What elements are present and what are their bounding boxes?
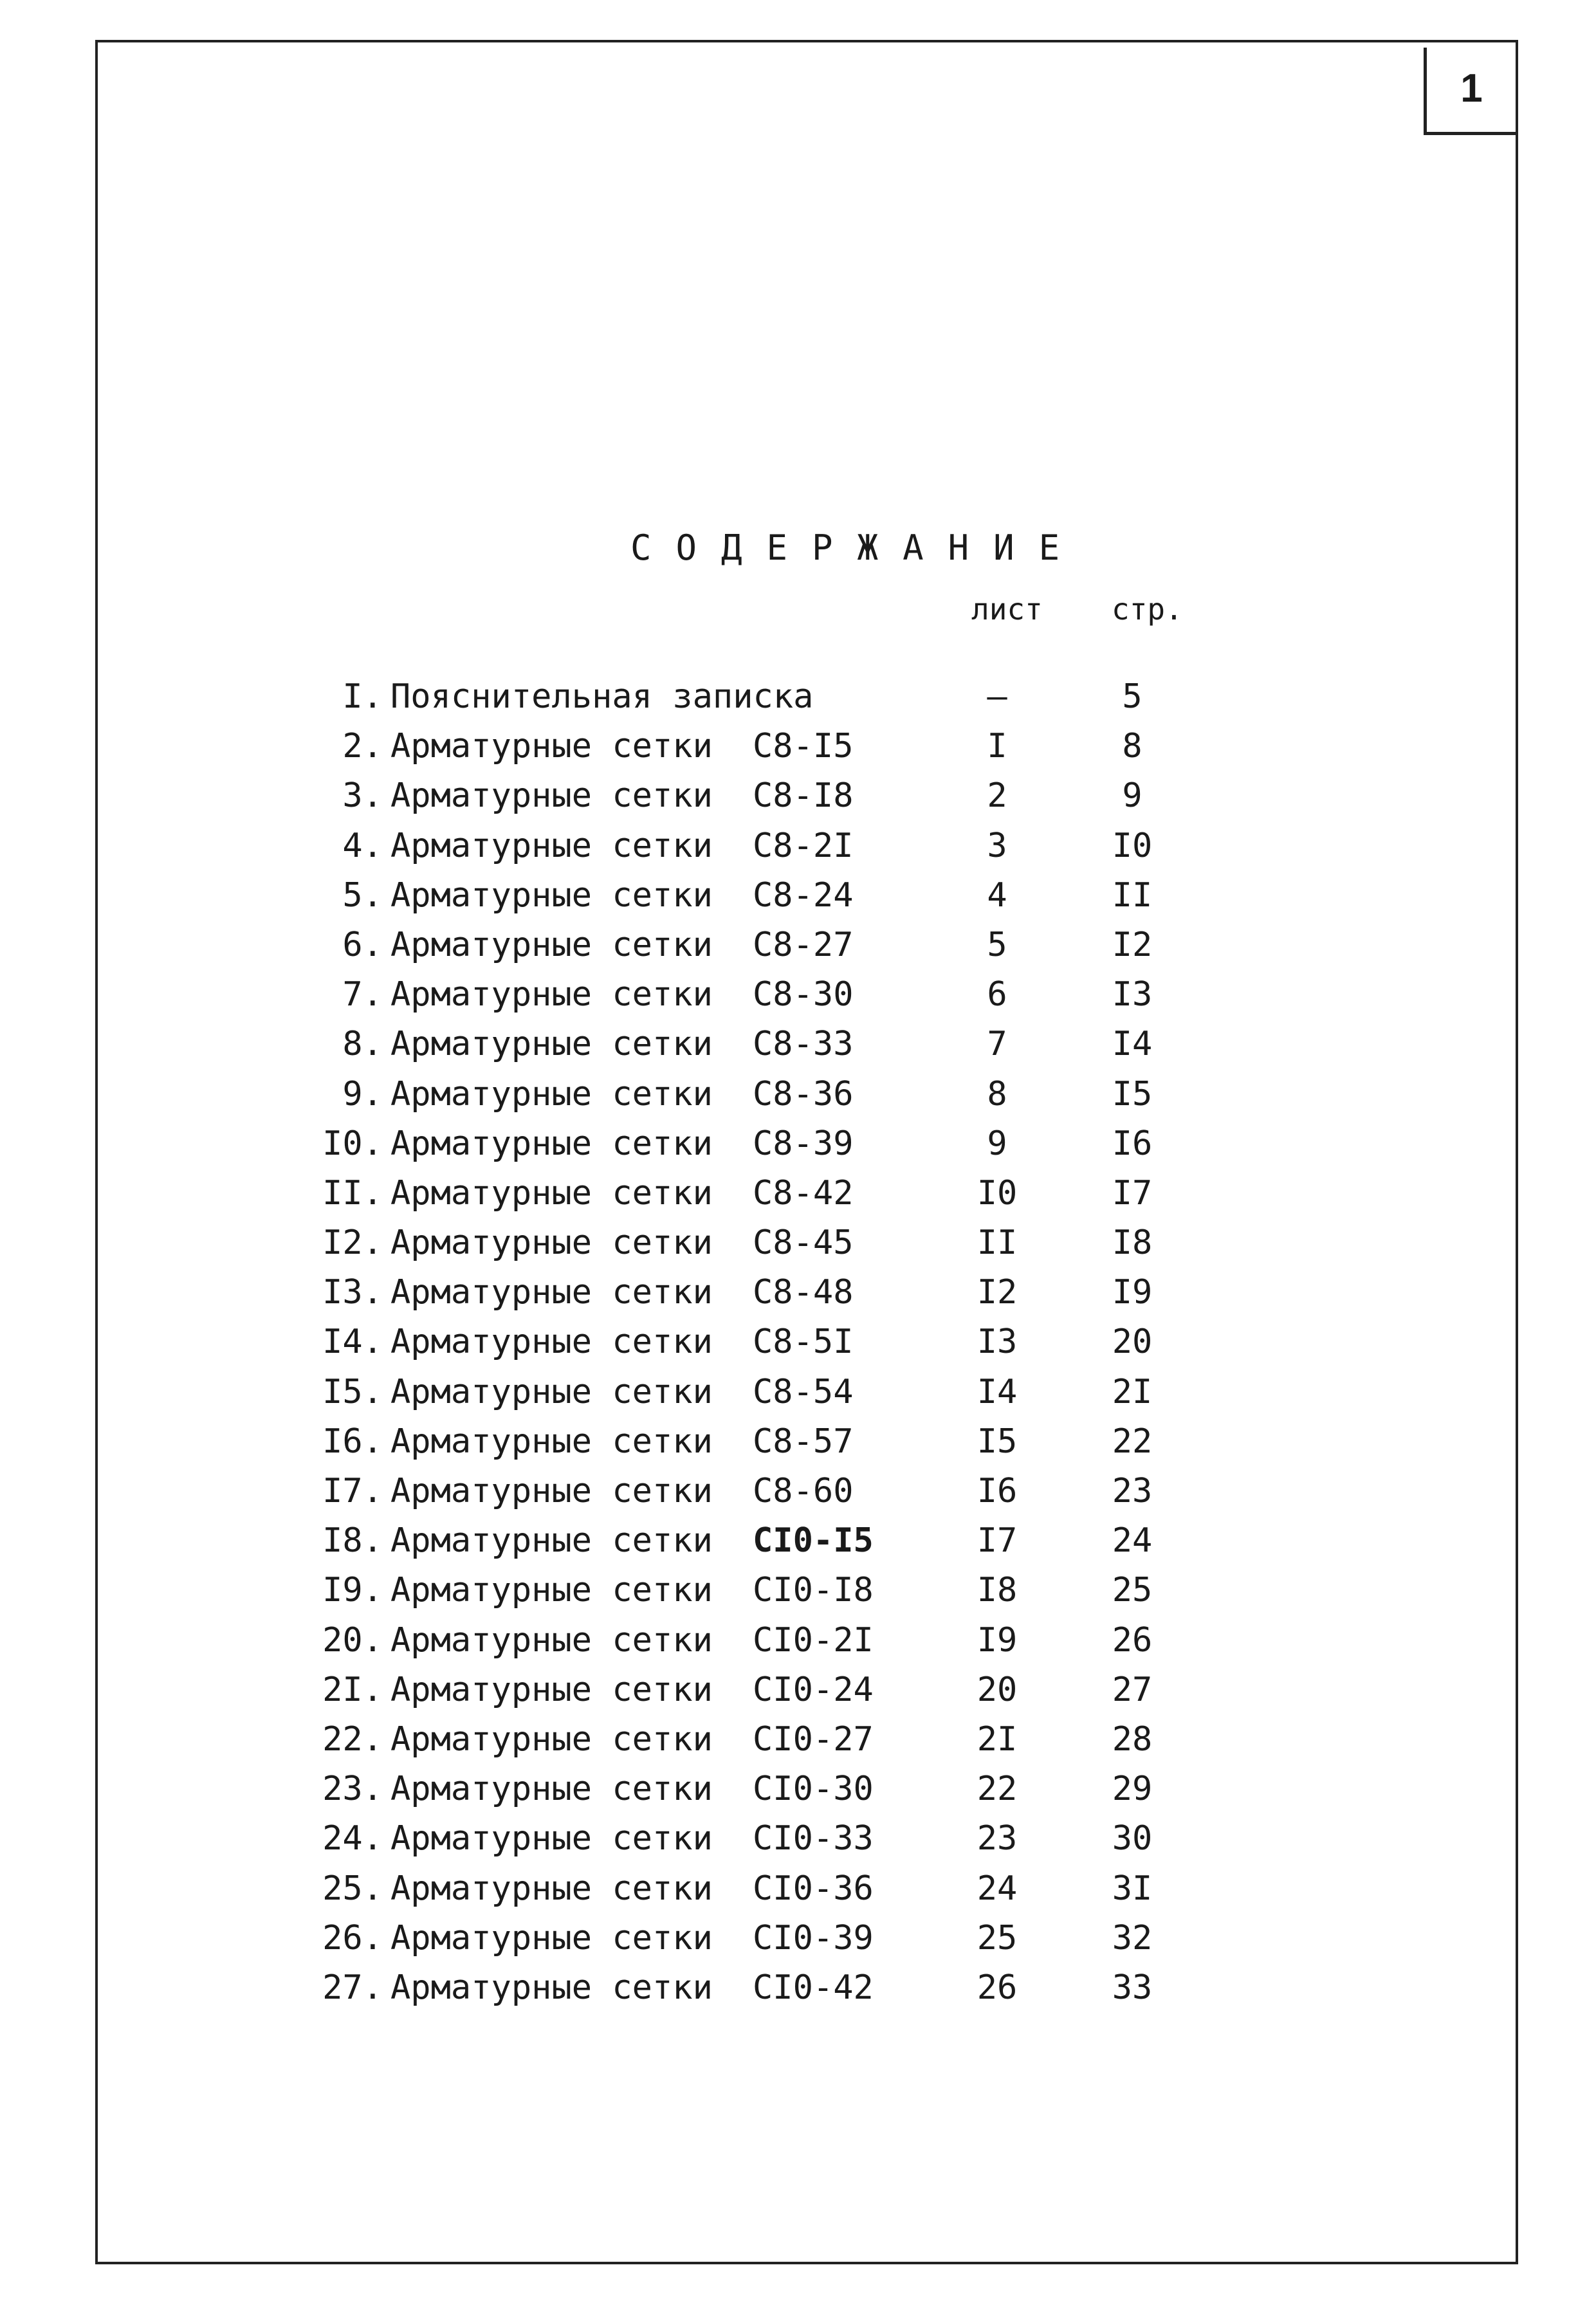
toc-entry-sheet: 23 [977, 1819, 1018, 1858]
toc-entry-page: I7 [1112, 1173, 1153, 1213]
toc-entry-number: II. [322, 1173, 383, 1213]
toc-entry-code: СI0-36 [753, 1869, 874, 1908]
toc-entry-sheet: I5 [977, 1422, 1018, 1461]
toc-entry-page: 29 [1112, 1770, 1153, 1809]
toc-entry-page: 24 [1112, 1521, 1153, 1561]
toc-entry-code: С8-33 [753, 1025, 854, 1064]
toc-entry-number: 26. [322, 1918, 383, 1957]
toc-entry-sheet: 2 [987, 776, 1007, 816]
toc-entry-number: 2. [342, 727, 383, 766]
toc-entry-page: I4 [1112, 1025, 1153, 1064]
toc-entry-code: С8-54 [753, 1372, 854, 1411]
toc-entry-number: 24. [322, 1819, 383, 1858]
toc-entry-page: 3I [1112, 1869, 1153, 1908]
toc-entry-sheet: 20 [977, 1670, 1018, 1709]
toc-entry-sheet: 22 [977, 1770, 1018, 1809]
toc-entry-number: 3. [342, 776, 383, 816]
toc-entry-sheet: 6 [987, 975, 1007, 1014]
toc-entry-page: I3 [1112, 975, 1153, 1014]
page-number: 1 [1460, 66, 1483, 111]
toc-entry-code: С8-60 [753, 1472, 854, 1510]
toc-entry-page: 28 [1112, 1719, 1153, 1759]
toc-row [0, 1715, 1596, 1765]
toc-entry-sheet: 25 [977, 1918, 1018, 1957]
toc-entry-number: 27. [322, 1968, 383, 2007]
toc-row [0, 1566, 1596, 1615]
toc-entry-sheet: 3 [987, 826, 1007, 865]
toc-entry-page: 26 [1112, 1620, 1153, 1660]
toc-entry-title: Арматурные сетки [390, 1025, 713, 1064]
toc-row [0, 1467, 1596, 1516]
toc-entry-code: СI0-I5 [753, 1521, 874, 1561]
toc-entry-title: Арматурные сетки [390, 1472, 713, 1510]
toc-row [0, 1119, 1596, 1169]
toc-entry-sheet: 4 [987, 875, 1007, 915]
toc-entry-code: СI0-24 [753, 1670, 874, 1709]
toc-row [0, 821, 1596, 871]
toc-entry-title: Арматурные сетки [390, 1273, 713, 1312]
toc-entry-number: I0. [322, 1124, 383, 1163]
toc-entry-page: I6 [1112, 1124, 1153, 1163]
toc-entry-title: Арматурные сетки [390, 1124, 713, 1163]
toc-row [0, 1616, 1596, 1665]
toc-row [0, 1317, 1596, 1367]
toc-entry-page: 22 [1112, 1422, 1153, 1461]
toc-entry-title: Арматурные сетки [390, 727, 713, 766]
toc-row [0, 1020, 1596, 1069]
toc-entry-number: 23. [322, 1770, 383, 1809]
toc-entry-page: 32 [1112, 1918, 1153, 1957]
toc-entry-code: С8-57 [753, 1422, 854, 1461]
toc-row [0, 672, 1596, 722]
toc-entry-sheet: 8 [987, 1074, 1007, 1114]
page-number-box [1424, 48, 1516, 135]
toc-entry-code: С8-39 [753, 1124, 854, 1163]
toc-entry-sheet: 26 [977, 1968, 1018, 2007]
toc-entry-page: 23 [1112, 1472, 1153, 1510]
toc-entry-sheet: II [977, 1224, 1018, 1263]
toc-entry-number: I5. [322, 1372, 383, 1411]
toc-entry-code: С8-48 [753, 1273, 854, 1312]
toc-row [0, 771, 1596, 821]
toc-entry-number: I8. [322, 1521, 383, 1561]
toc-entry-number: I6. [322, 1422, 383, 1461]
toc-entry-code: С8-45 [753, 1224, 854, 1263]
toc-entry-code: СI0-2I [753, 1620, 874, 1660]
toc-entry-code: С8-5I [753, 1323, 854, 1362]
toc-row [0, 921, 1596, 970]
toc-entry-title: Арматурные сетки [390, 1719, 713, 1759]
toc-entry-sheet: I [987, 727, 1007, 766]
toc-entry-page: 25 [1112, 1571, 1153, 1610]
toc-row [0, 1665, 1596, 1715]
toc-row [0, 1169, 1596, 1218]
toc-entry-number: 7. [342, 975, 383, 1014]
toc-entry-page: II [1112, 875, 1153, 915]
toc-entry-number: 6. [342, 925, 383, 964]
toc-entry-code: СI0-27 [753, 1719, 874, 1759]
toc-entry-code: С8-27 [753, 925, 854, 964]
toc-entry-number: 25. [322, 1869, 383, 1908]
toc-entry-sheet: 2I [977, 1719, 1018, 1759]
toc-entry-title: Арматурные сетки [390, 1173, 713, 1213]
toc-entry-page: I0 [1112, 826, 1153, 865]
toc-entry-code: СI0-42 [753, 1968, 874, 2007]
toc-row [0, 970, 1596, 1020]
toc-entry-sheet: – [987, 677, 1007, 716]
toc-entry-title: Арматурные сетки [390, 1372, 713, 1411]
toc-entry-number: I2. [322, 1224, 383, 1263]
toc-entry-page: 27 [1112, 1670, 1153, 1709]
toc-entry-title: Арматурные сетки [390, 1224, 713, 1263]
toc-entry-sheet: 9 [987, 1124, 1007, 1163]
toc-entry-sheet: I0 [977, 1173, 1018, 1213]
toc-entry-number: 22. [322, 1719, 383, 1759]
toc-entry-title: Арматурные сетки [390, 1918, 713, 1957]
toc-entry-title: Арматурные сетки [390, 1620, 713, 1660]
toc-entry-number: 9. [342, 1074, 383, 1114]
toc-entry-page: 30 [1112, 1819, 1153, 1858]
toc-entry-number: 8. [342, 1025, 383, 1064]
toc-entry-page: 8 [1122, 727, 1142, 766]
toc-row [0, 722, 1596, 771]
toc-entry-title: Арматурные сетки [390, 1670, 713, 1709]
toc-row [0, 871, 1596, 921]
toc-entry-title: Арматурные сетки [390, 1968, 713, 2007]
toc-row [0, 1070, 1596, 1119]
toc-row [0, 1417, 1596, 1467]
toc-entry-title: Арматурные сетки [390, 1422, 713, 1461]
column-header-page: стр. [1112, 592, 1183, 627]
toc-entry-title: Арматурные сетки [390, 1819, 713, 1858]
toc-entry-number: 20. [322, 1620, 383, 1660]
toc-entry-number: I7. [322, 1472, 383, 1510]
toc-entry-title: Арматурные сетки [390, 1869, 713, 1908]
toc-entry-code: СI0-I8 [753, 1571, 874, 1610]
toc-entry-number: I3. [322, 1273, 383, 1312]
toc-entry-page: I9 [1112, 1273, 1153, 1312]
toc-entry-sheet: I7 [977, 1521, 1018, 1561]
toc-row [0, 1864, 1596, 1914]
toc-row [0, 1218, 1596, 1268]
toc-entry-sheet: 5 [987, 925, 1007, 964]
toc-row [0, 1268, 1596, 1317]
toc-entry-number: 4. [342, 826, 383, 865]
toc-entry-code: С8-42 [753, 1173, 854, 1213]
toc-entry-title: Арматурные сетки [390, 1074, 713, 1114]
toc-entry-code: С8-I8 [753, 776, 854, 816]
toc-entry-code: С8-30 [753, 975, 854, 1014]
toc-entry-page: 2I [1112, 1372, 1153, 1411]
toc-entry-page: I2 [1112, 925, 1153, 964]
toc-entry-number: 2I. [322, 1670, 383, 1709]
toc-entry-title: Арматурные сетки [390, 826, 713, 865]
toc-entry-code: С8-2I [753, 826, 854, 865]
toc-entry-page: 20 [1112, 1323, 1153, 1362]
toc-entry-title: Пояснительная записка [390, 677, 814, 716]
toc-row [0, 1914, 1596, 1963]
toc-entry-code: С8-I5 [753, 727, 854, 766]
toc-row [0, 1368, 1596, 1417]
toc-entry-page: I8 [1112, 1224, 1153, 1263]
toc-entry-sheet: I9 [977, 1620, 1018, 1660]
toc-entry-number: I9. [322, 1571, 383, 1610]
document-title: СОДЕРЖАНИЕ [630, 527, 1085, 568]
toc-entry-sheet: I2 [977, 1273, 1018, 1312]
toc-entry-page: 5 [1122, 677, 1142, 716]
toc-entry-title: Арматурные сетки [390, 925, 713, 964]
toc-entry-title: Арматурные сетки [390, 1571, 713, 1610]
toc-entry-number: I. [342, 677, 383, 716]
column-header-sheet: лист [971, 592, 1043, 627]
table-of-contents [0, 672, 1596, 2013]
toc-entry-title: Арматурные сетки [390, 1521, 713, 1561]
toc-entry-sheet: I3 [977, 1323, 1018, 1362]
toc-row [0, 1814, 1596, 1864]
toc-entry-sheet: 24 [977, 1869, 1018, 1908]
toc-entry-page: I5 [1112, 1074, 1153, 1114]
toc-entry-code: СI0-33 [753, 1819, 874, 1858]
toc-entry-sheet: 7 [987, 1025, 1007, 1064]
toc-entry-title: Арматурные сетки [390, 1770, 713, 1809]
toc-entry-page: 9 [1122, 776, 1142, 816]
toc-row [0, 1516, 1596, 1566]
toc-entry-number: 5. [342, 875, 383, 915]
toc-entry-title: Арматурные сетки [390, 1323, 713, 1362]
toc-entry-number: I4. [322, 1323, 383, 1362]
toc-row [0, 1765, 1596, 1814]
toc-entry-sheet: I6 [977, 1472, 1018, 1510]
toc-entry-code: С8-24 [753, 875, 854, 915]
toc-entry-title: Арматурные сетки [390, 975, 713, 1014]
toc-entry-code: СI0-30 [753, 1770, 874, 1809]
toc-row [0, 1963, 1596, 2013]
toc-entry-sheet: I4 [977, 1372, 1018, 1411]
toc-entry-code: С8-36 [753, 1074, 854, 1114]
toc-entry-code: СI0-39 [753, 1918, 874, 1957]
toc-entry-sheet: I8 [977, 1571, 1018, 1610]
toc-entry-page: 33 [1112, 1968, 1153, 2007]
toc-entry-title: Арматурные сетки [390, 875, 713, 915]
toc-entry-title: Арматурные сетки [390, 776, 713, 816]
